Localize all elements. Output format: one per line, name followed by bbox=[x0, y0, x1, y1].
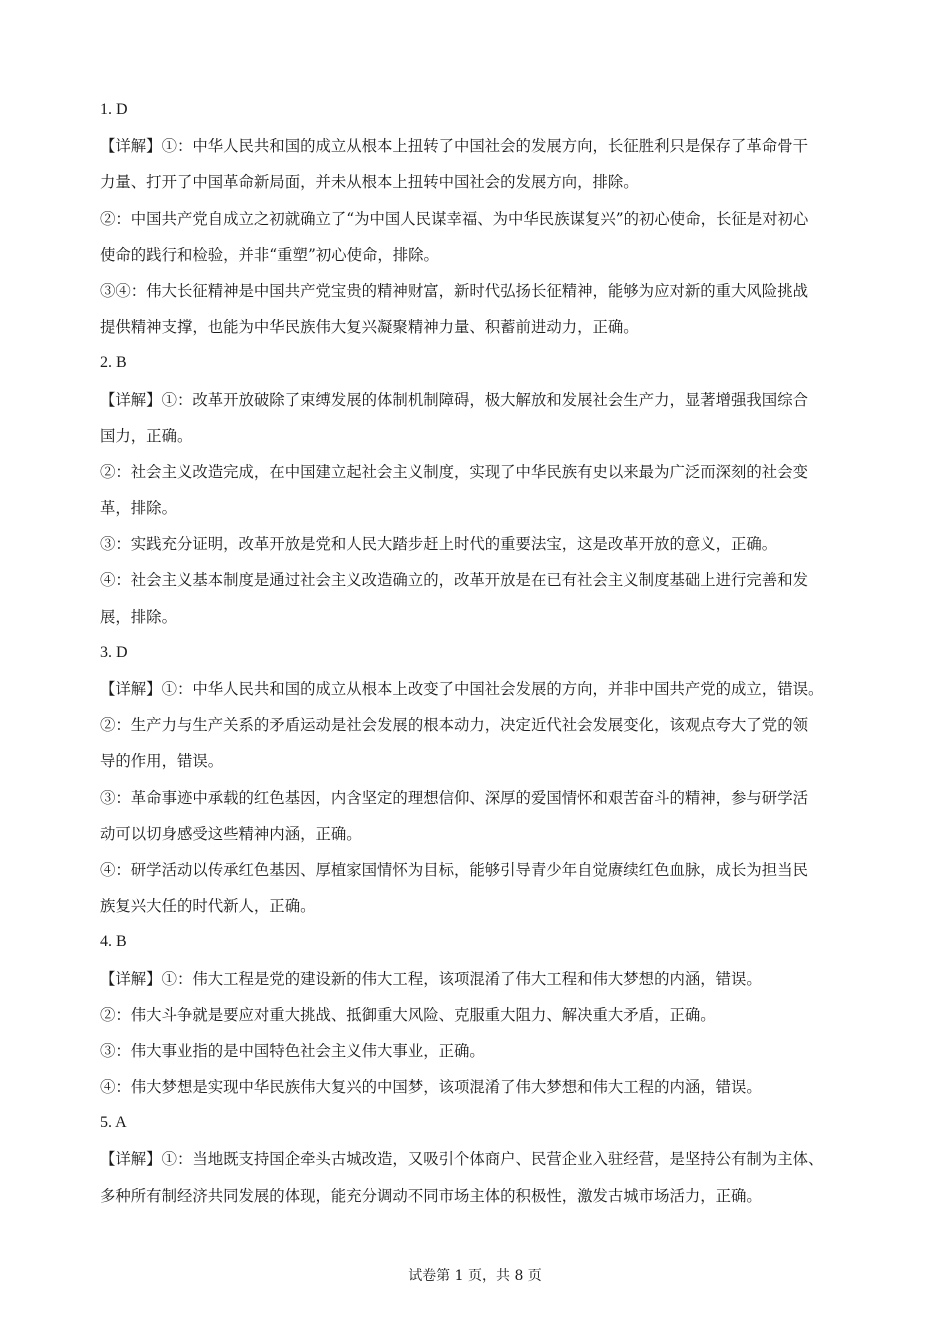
explanation-line: 【详解】①：改革开放破除了束缚发展的体制机制障碍，极大解放和发展社会生产力，显著增强我国综合 bbox=[100, 390, 808, 409]
explanation-line: ②：社会主义改造完成，在中国建立起社会主义制度，实现了中华民族有史以来最为广泛而深刻的社会变 bbox=[100, 462, 808, 481]
explanation-line: 导的作用，错误。 bbox=[100, 752, 224, 771]
explanation-line: ②：伟大斗争就是要应对重大挑战、抵御重大风险、克服重大阻力、解决重大矛盾，正确。 bbox=[100, 1005, 716, 1024]
explanation-line: ④：社会主义基本制度是通过社会主义改造确立的，改革开放是在已有社会主义制度基础上进行完善和发 bbox=[100, 571, 808, 590]
explanation-line: 提供精神支撑，也能为中华民族伟大复兴凝聚精神力量、积蓄前进动力，正确。 bbox=[100, 318, 639, 337]
explanation-line: 使命的践行和检验，并非“重塑”初心使命，排除。 bbox=[100, 245, 439, 264]
explanation-line: ④：伟大梦想是实现中华民族伟大复兴的中国梦，该项混淆了伟大梦想和伟大工程的内涵，错误。 bbox=[100, 1078, 762, 1097]
explanation-line: ②：生产力与生产关系的矛盾运动是社会发展的根本动力，决定近代社会发展变化，该观点夸大了党的领 bbox=[100, 716, 808, 735]
explanation-line: 动可以切身感受这些精神内涵，正确。 bbox=[100, 824, 362, 843]
explanation-line: 展，排除。 bbox=[100, 607, 177, 626]
explanation-line: 多种所有制经济共同发展的体现，能充分调动不同市场主体的积极性，激发古城市场活力，正确。 bbox=[100, 1186, 762, 1205]
question-number: 5. A bbox=[100, 1114, 127, 1132]
question-number: 3. D bbox=[100, 643, 128, 661]
explanation-line: ③：实践充分证明，改革开放是党和人民大踏步赶上时代的重要法宝，这是改革开放的意义，正确。 bbox=[100, 535, 778, 554]
explanation-line: ③：伟大事业指的是中国特色社会主义伟大事业，正确。 bbox=[100, 1041, 485, 1060]
explanation-line: 【详解】①：当地既支持国企牵头古城改造，又吸引个体商户、民营企业入驻经营，是坚持公有制为主体、 bbox=[100, 1150, 824, 1169]
explanation-line: 族复兴大任的时代新人，正确。 bbox=[100, 897, 316, 916]
explanation-line: 国力，正确。 bbox=[100, 426, 193, 445]
explanation-line: ③：革命事迹中承载的红色基因，内含坚定的理想信仰、深厚的爱国情怀和艰苦奋斗的精神，参与研学活 bbox=[100, 788, 808, 807]
explanation-line: ②：中国共产党自成立之初就确立了“为中国人民谋幸福、为中华民族谋复兴”的初心使命，长征是对初心 bbox=[100, 209, 809, 228]
explanation-line: 【详解】①：中华人民共和国的成立从根本上扭转了中国社会的发展方向，长征胜利只是保存了革命骨干 bbox=[100, 137, 808, 156]
answer-content bbox=[100, 92, 860, 1214]
explanation-line: ④：研学活动以传承红色基因、厚植家国情怀为目标，能够引导青少年自觉赓续红色血脉，成长为担当民 bbox=[100, 860, 808, 879]
explanation-line: 力量、打开了中国革命新局面，并未从根本上扭转中国社会的发展方向，排除。 bbox=[100, 173, 639, 192]
explanation-line: 【详解】①：伟大工程是党的建设新的伟大工程，该项混淆了伟大工程和伟大梦想的内涵，错误。 bbox=[100, 969, 762, 988]
page-footer: 试卷第 1 页，共 8 页 bbox=[408, 1268, 542, 1284]
explanation-line: 革，排除。 bbox=[100, 499, 177, 518]
question-number: 2. B bbox=[100, 354, 127, 372]
question-number: 1. D bbox=[100, 101, 128, 118]
explanation-line: ③④：伟大长征精神是中国共产党宝贵的精神财富，新时代弘扬长征精神，能够为应对新的重大风险挑战 bbox=[100, 281, 808, 300]
question-number: 4. B bbox=[100, 933, 127, 951]
explanation-line: 【详解】①：中华人民共和国的成立从根本上改变了中国社会发展的方向，并非中国共产党的成立，错误。 bbox=[100, 680, 824, 698]
